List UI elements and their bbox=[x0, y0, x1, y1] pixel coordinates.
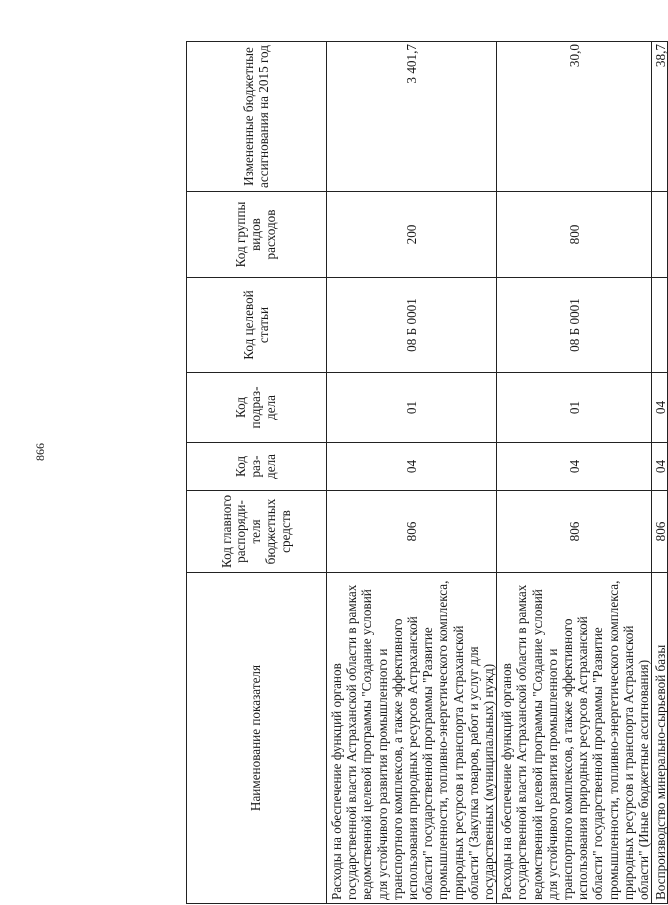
row-section-code: 04 bbox=[652, 443, 668, 491]
header-name: Наименование показателя bbox=[187, 573, 327, 904]
table-row bbox=[327, 42, 497, 904]
header-subsection-code: Код подраз-дела bbox=[187, 373, 327, 443]
row-section-code: 04 bbox=[327, 443, 497, 491]
row-name: Расходы на обеспечение функций органов государственной власти Астраханской области в рамках ведомственной целевой программы "Создание условий для устойчивого развития промышленного и транспортного комплексов, а также эффективного использования природных ресурсов Астраханской области" государственной программы "Развитие промышленности, топливно-энергетического комплекса, природных ресурсов и транспорта Астраханской области" (Иные бюджетные ассигнования) bbox=[497, 573, 652, 904]
row-amount: 38,7 bbox=[652, 42, 668, 192]
row-subsection-code: 04 bbox=[652, 373, 668, 443]
row-amount: 3 401,7 bbox=[327, 42, 497, 192]
header-expense-group-code: Код группы видов расходов bbox=[187, 192, 327, 278]
row-subsection-code: 01 bbox=[497, 373, 652, 443]
row-target-code: 08 Б 0001 bbox=[497, 278, 652, 373]
row-section-code: 04 bbox=[497, 443, 652, 491]
row-expense-group-code bbox=[652, 192, 668, 278]
row-expense-group-code: 800 bbox=[497, 192, 652, 278]
table-row bbox=[652, 42, 668, 904]
budget-table bbox=[186, 41, 668, 904]
row-admin-code: 806 bbox=[327, 491, 497, 573]
page-number: 866 bbox=[33, 443, 47, 461]
table-row bbox=[497, 42, 652, 904]
header-admin-code: Код главного распоряди-теля бюджетных средств bbox=[187, 491, 327, 573]
row-admin-code: 806 bbox=[652, 491, 668, 573]
budget-table-container bbox=[186, 42, 668, 904]
row-subsection-code: 01 bbox=[327, 373, 497, 443]
row-admin-code: 806 bbox=[497, 491, 652, 573]
row-amount: 30,0 bbox=[497, 42, 652, 192]
header-amount: Измененные бюджетные ассигнования на 2015 год bbox=[187, 42, 327, 192]
row-target-code: 08 Б 0001 bbox=[327, 278, 497, 373]
row-target-code bbox=[652, 278, 668, 373]
table-header-row bbox=[187, 42, 327, 904]
row-name: Воспроизводство минерально-сырьевой базы bbox=[652, 573, 668, 904]
row-expense-group-code: 200 bbox=[327, 192, 497, 278]
header-section-code: Код раз-дела bbox=[187, 443, 327, 491]
row-name: Расходы на обеспечение функций органов государственной власти Астраханской области в рамках ведомственной целевой программы "Создание условий для устойчивого развития промышленного и транспортного комплексов, а также эффективного использования природных ресурсов Астраханской области" государственной программы "Развитие промышленности, топливно-энергетического комплекса, природных ресурсов и транспорта Астраханской области" (Закупка товаров, работ и услуг для государственных (муниципальных) нужд) bbox=[327, 573, 497, 904]
header-target-code: Код целевой статьи bbox=[187, 278, 327, 373]
